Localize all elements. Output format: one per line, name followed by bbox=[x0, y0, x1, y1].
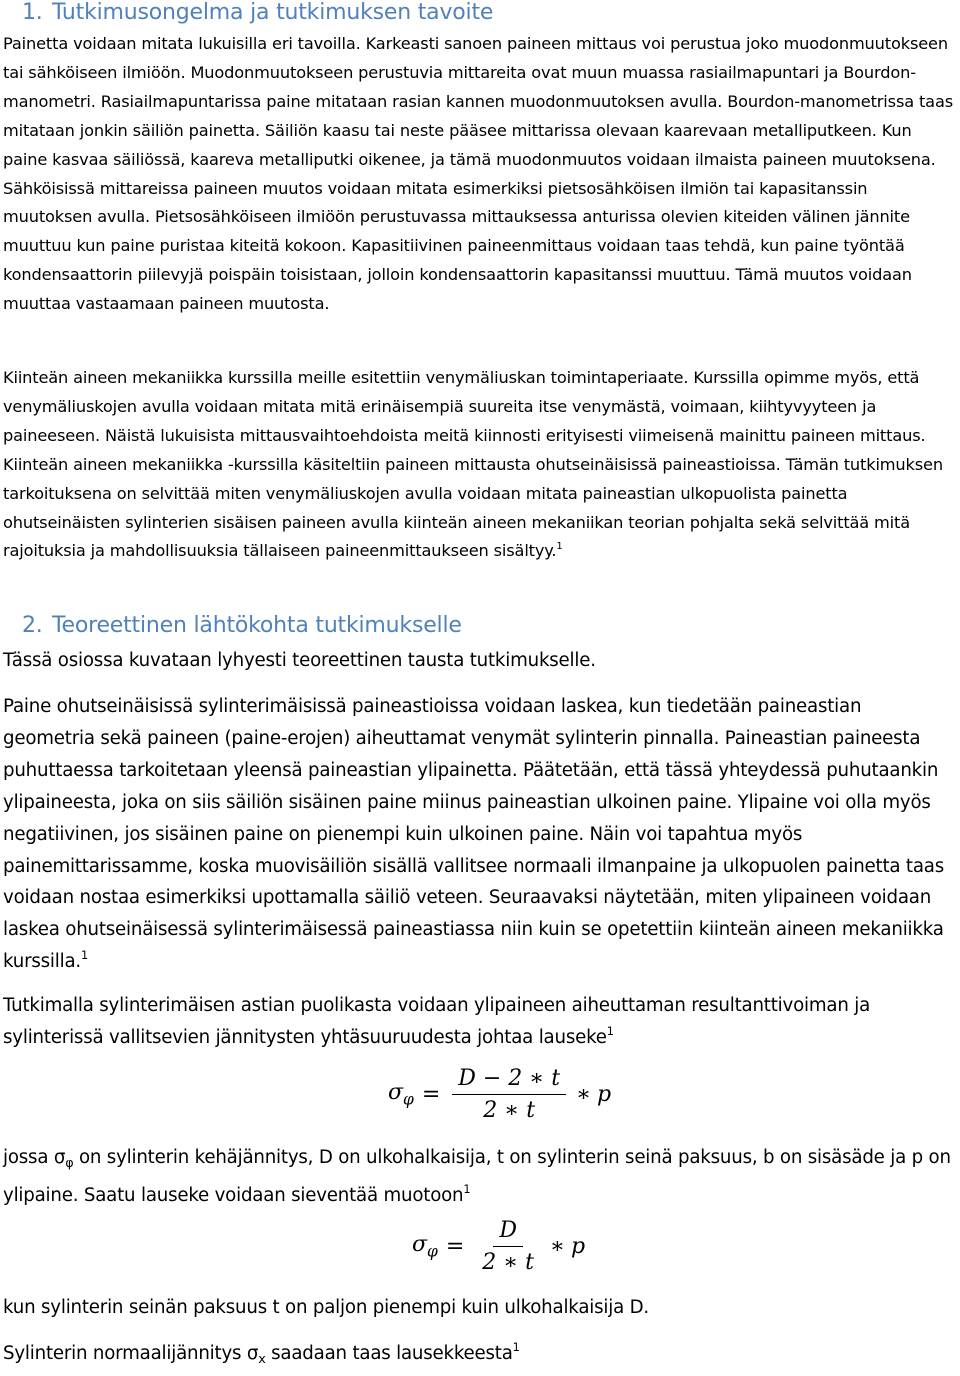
footnote-ref: 1 bbox=[512, 1340, 520, 1354]
formula-denominator: 2 ∗ t bbox=[483, 1098, 536, 1123]
paragraph-5-text-a: Sylinterin normaalijännitys σ bbox=[3, 1343, 259, 1364]
footnote-ref: 1 bbox=[463, 1182, 471, 1196]
section-2-paragraph-4: kun sylinterin seinän paksuus t on paljon pienempi kuin ulkohalkaisija D. bbox=[3, 1297, 650, 1318]
section-2-paragraph-3 bbox=[3, 1142, 957, 1212]
footnote-ref: 1 bbox=[606, 1024, 614, 1038]
formula-lhs: $\sigma_\varphi$ bbox=[412, 1232, 438, 1261]
section-2-paragraph-2-text: Tutkimalla sylinterimäisen astian puolikasta voidaan ylipaineen aiheuttaman resultanttivoiman ja sylinterissä vallitsevien jännitysten yhtäsuuruudesta johtaa lauseke bbox=[3, 995, 871, 1048]
section-1-title: Tutkimusongelma ja tutkimuksen tavoite bbox=[52, 0, 494, 25]
formula-equals: = bbox=[421, 1082, 441, 1107]
section-2-paragraph-1 bbox=[3, 691, 957, 978]
section-1-paragraph-2-text: Kiinteän aineen mekaniikka kurssilla meille esitettiin venymäliuskan toimintaperiaate. Kurssilla opimme myös, että venymäliuskojen avulla voidaan mitata mitä erinäisempiä suureita itse venymästä, voimaan, kiihtyvyyteen ja paineeseen. Näistä lukuisista mittausvaihtoehdoista meitä kiinnosti erityisesti viimeisenä mainittu paineen mittaus. Kiinteän aineen mekaniikka -kurssilla käsiteltiin paineen mittausta ohutseinäisissä paineastioissa. Tämän tutkimuksen tarkoituksena on selvittää miten venymäliuskojen avulla voidaan mitata paineastian ulkopuolista painetta ohutseinäisten sylinterien sisäisen paineen avulla kiinteän aineen mekaniikan teorian pohjalta sekä selvittää mitä rajoituksia ja mahdollisuuksia tällaiseen paineenmittaukseen sisältyy. bbox=[3, 368, 943, 561]
section-1-paragraph-2 bbox=[3, 364, 957, 566]
formula-numerator: D bbox=[493, 1218, 523, 1247]
simplified-hoop-stress-formula bbox=[412, 1218, 585, 1275]
paragraph-5-text-b: saadaan taas lausekkeesta bbox=[265, 1343, 513, 1364]
section-1-heading bbox=[22, 0, 493, 25]
formula-denominator: 2 ∗ t bbox=[482, 1250, 535, 1275]
section-2-heading bbox=[22, 613, 462, 638]
formula-fraction bbox=[452, 1066, 566, 1123]
formula-lhs: $\sigma_\varphi$ bbox=[388, 1080, 414, 1109]
footnote-ref: 1 bbox=[556, 541, 563, 553]
section-1-number: 1. bbox=[22, 0, 43, 25]
section-2-paragraph-5 bbox=[3, 1338, 957, 1376]
section-2-paragraph-1-text: Paine ohutseinäisissä sylinterimäisissä paineastioissa voidaan laskea, kun tiedetään paineastian geometria sekä paineen (paine-erojen) aiheuttamat venymät sylinterin pinnalla. Paineastian paineesta puhuttaessa tarkoitetaan yleensä paineastian ylipainetta. Päätetään, että tässä yhteydessä puhutaankin ylipaineesta, joka on siis säiliön sisäinen paine miinus paineastian ulkoinen paine. Ylipaine voi olla myös negatiivinen, jos sisäinen paine on pienempi kuin ulkoinen paine. Näin voi tapahtua myös painemittarissamme, koska muovisäiliön sisällä vallitsee normaali ilmanpaine ja ulkopuolen painetta taas voidaan nostaa esimerkiksi upottamalla säiliö veteen. Seuraavaksi näytetään, miten ylipaineen voidaan laskea ohutseinäisessä sylinterimäisessä paineastiassa niin kuin se opetettiin kiinteän aineen mekaniikka kurssilla. bbox=[3, 696, 945, 973]
paragraph-3-text-a: jossa σ bbox=[3, 1147, 66, 1168]
hoop-stress-formula bbox=[388, 1066, 611, 1123]
footnote-ref: 1 bbox=[81, 949, 88, 963]
formula-operator: ∗ bbox=[576, 1082, 592, 1107]
section-2-title: Teoreettinen lähtökohta tutkimukselle bbox=[52, 613, 462, 638]
section-2-number: 2. bbox=[22, 613, 43, 638]
section-1-paragraph-1 bbox=[3, 30, 957, 319]
section-1-paragraph-1-text: Painetta voidaan mitata lukuisilla eri tavoilla. Karkeasti sanoen paineen mittaus voi perustua joko muodonmuutokseen tai sähköiseen ilmiöön. Muodonmuutokseen perustuvia mittareita ovat muun muassa rasiailmapuntari ja Bourdon-manometri. Rasiailmapuntarissa paine mitataan rasian kannen muodonmuutoksen avulla. Bourdon-manometrissa taas mitataan jonkin säiliön painetta. Säiliön kaasu tai neste pääsee mittarissa olevaan kaarevaan metalliputkeen. Kun paine kasvaa säiliössä, kaareva metalliputki oikenee, ja tämä muodonmuutos voidaan ilmaista paineen muutoksena. Sähköisissä mittareissa paineen muutos voidaan mitata esimerkiksi pietsosähköisen ilmiön tai kapasitanssin muutoksen avulla. Pietsosähköiseen ilmiöön perustuvassa mittauksessa anturissa olevien kiteiden välinen jännite muuttuu kun paine puristaa kiteitä kokoon. Kapasitiivinen paineenmittaus voidaan taas tehdä, kun paine työntää kondensaattorin piilevyjä poispäin toisistaan, jolloin kondensaattorin kapasitanssi muuttuu. Tämä muutos voidaan muuttaa vastaamaan paineen muutosta. bbox=[3, 34, 954, 314]
formula-rhs: p bbox=[570, 1234, 586, 1259]
formula-fraction bbox=[476, 1218, 540, 1275]
section-2-paragraph-2 bbox=[3, 990, 957, 1054]
section-2-intro: Tässä osiossa kuvataan lyhyesti teoreettinen tausta tutkimukselle. bbox=[3, 650, 596, 671]
sigma-subscript: x bbox=[258, 1351, 266, 1367]
formula-equals: = bbox=[445, 1234, 465, 1259]
formula-numerator: D − 2 ∗ t bbox=[452, 1066, 566, 1095]
formula-operator: ∗ bbox=[550, 1234, 565, 1259]
formula-rhs: p bbox=[597, 1082, 612, 1107]
paragraph-3-text-b: on sylinterin kehäjännitys, D on ulkohalkaisija, t on sylinterin seinä paksuus, b on sisäsäde ja p on ylipaine. Saatu lauseke voidaan sieventää muotoon bbox=[3, 1147, 951, 1206]
sigma-subscript: φ bbox=[65, 1155, 74, 1171]
